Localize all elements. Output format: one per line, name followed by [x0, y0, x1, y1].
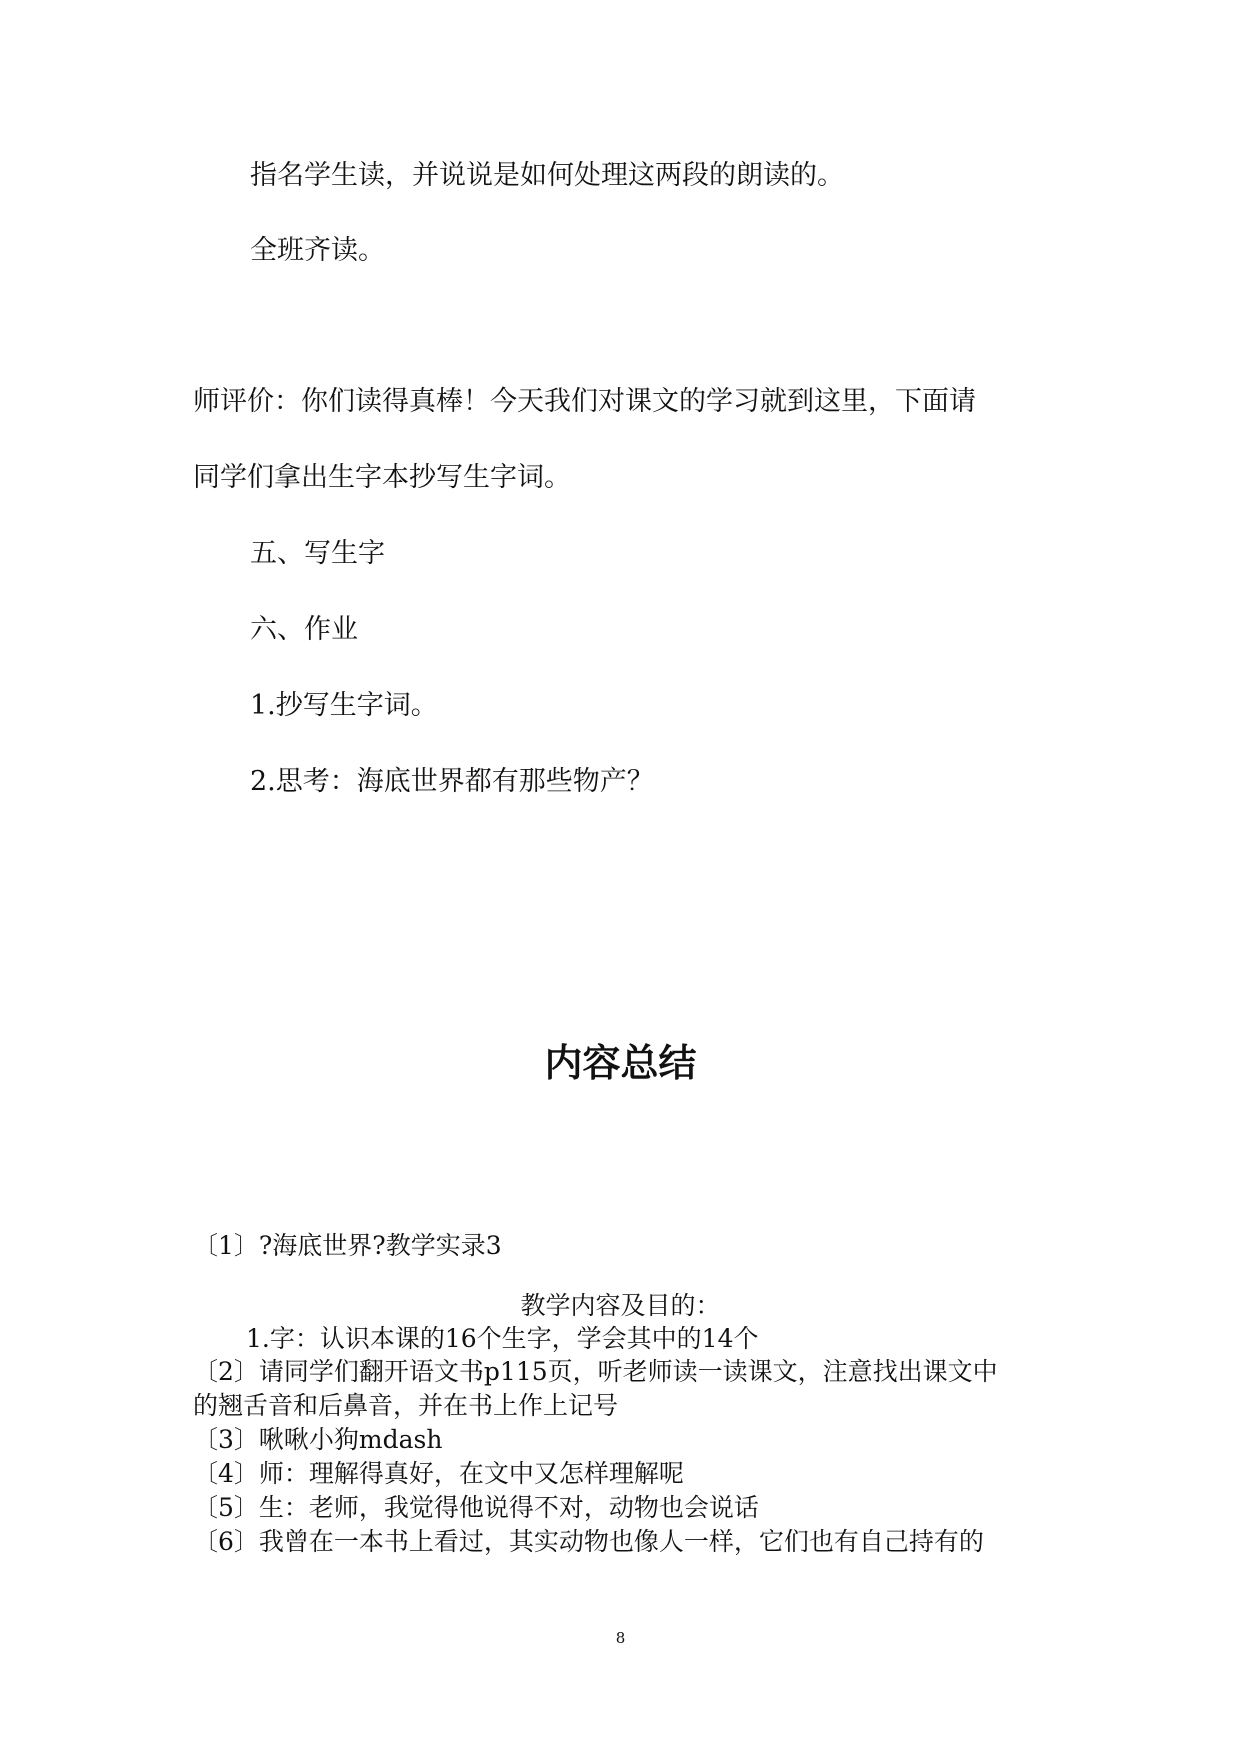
summary-title: 内容总结: [544, 1041, 697, 1085]
body-line-6: 六、作业: [250, 614, 358, 645]
body-line-4: 同学们拿出生字本抄写生字词。: [193, 462, 571, 493]
summary-line-1: 〔1〕?海底世界?教学实录3: [193, 1231, 502, 1260]
summary-line-9: 〔6〕我曾在一本书上看过，其实动物也像人一样，它们也有自己持有的: [193, 1527, 984, 1556]
summary-line-2: 教学内容及目的：: [520, 1291, 721, 1320]
body-line-3: 师评价：你们读得真棒！今天我们对课文的学习就到这里，下面请: [193, 386, 976, 417]
summary-line-3: 1.字：认识本课的16个生字，学会其中的14个: [246, 1324, 759, 1353]
body-line-8: 2.思考：海底世界都有那些物产？: [250, 766, 654, 797]
summary-line-8: 〔5〕生：老师，我觉得他说得不对，动物也会说话: [193, 1493, 759, 1522]
summary-line-4: 〔2〕请同学们翻开语文书p115页，听老师读一读课文，注意找出课文中: [193, 1357, 998, 1386]
body-line-5: 五、写生字: [250, 538, 385, 569]
summary-line-5: 的翘舌音和后鼻音，并在书上作上记号: [193, 1391, 619, 1420]
body-line-2: 全班齐读。: [250, 235, 385, 266]
body-line-7: 1.抄写生字词。: [250, 690, 438, 721]
summary-line-7: 〔4〕师：理解得真好，在文中又怎样理解呢: [193, 1459, 684, 1488]
page-number: 8: [615, 1629, 626, 1647]
body-line-1: 指名学生读，并说说是如何处理这两段的朗读的。: [250, 160, 844, 191]
summary-line-6: 〔3〕啾啾小狗mdash: [193, 1425, 443, 1454]
